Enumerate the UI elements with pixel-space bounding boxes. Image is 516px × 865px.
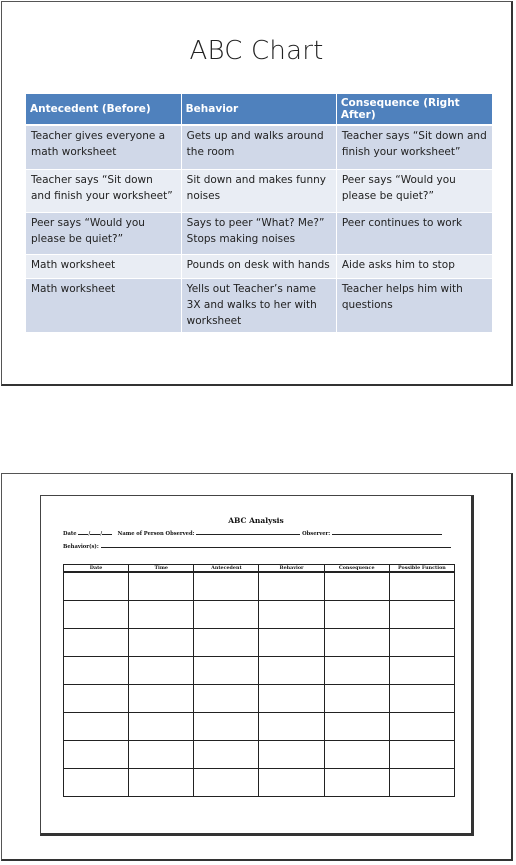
date-label: Date — [63, 531, 77, 537]
table-row — [26, 125, 492, 170]
abc-chart-table — [26, 94, 492, 333]
grid-cell[interactable] — [259, 572, 324, 601]
table-row — [26, 170, 492, 213]
col-time: Time — [129, 565, 194, 573]
person-observed-label: Name of Person Observed: — [117, 531, 195, 537]
table-row — [26, 213, 492, 255]
grid-cell[interactable] — [259, 713, 324, 741]
behavior-blank[interactable] — [101, 541, 451, 548]
grid-cell[interactable] — [389, 769, 454, 797]
grid-cell[interactable] — [129, 629, 194, 657]
behavior-cell: Sit down and makes funny noises — [181, 170, 336, 213]
slide-title: ABC Chart — [189, 36, 324, 66]
date-year-blank[interactable] — [102, 528, 112, 535]
grid-cell[interactable] — [129, 713, 194, 741]
date-day-blank[interactable] — [90, 528, 103, 537]
grid-cell[interactable] — [194, 741, 259, 769]
consequence-cell: Teacher helps him with questions — [336, 279, 492, 333]
grid-row — [64, 713, 455, 741]
grid-cell[interactable] — [324, 685, 389, 713]
col-date: Date — [64, 565, 129, 573]
grid-cell[interactable] — [389, 741, 454, 769]
grid-cell[interactable] — [194, 572, 259, 601]
antecedent-cell: Teacher gives everyone a math worksheet — [26, 125, 181, 170]
col-consequence: Consequence — [324, 565, 389, 573]
grid-row — [64, 657, 455, 685]
grid-cell[interactable] — [324, 572, 389, 601]
grid-row — [64, 572, 455, 601]
col-antecedent: Antecedent — [194, 565, 259, 573]
form-title: ABC Analysis — [228, 516, 284, 525]
grid-cell[interactable] — [64, 741, 129, 769]
table-header-row — [26, 94, 492, 125]
behavior-cell: Yells out Teacher’s name 3X and walks to her with worksheet — [181, 279, 336, 333]
grid-cell[interactable] — [389, 572, 454, 601]
behavior-label: Behavior(s): — [63, 544, 99, 550]
grid-cell[interactable] — [64, 769, 129, 797]
grid-cell[interactable] — [129, 741, 194, 769]
date-separator: / — [88, 531, 91, 537]
behavior-cell: Pounds on desk with hands — [181, 255, 336, 279]
behavior-cell: Gets up and walks around the room — [181, 125, 336, 170]
behavior-cell: Says to peer “What? Me?” Stops making noises — [181, 213, 336, 255]
observer-blank[interactable] — [332, 528, 442, 535]
grid-cell[interactable] — [129, 572, 194, 601]
consequence-cell: Teacher says “Sit down and finish your worksheet” — [336, 125, 492, 170]
date-separator: / — [100, 531, 103, 537]
header-antecedent: Antecedent (Before) — [26, 94, 181, 125]
grid-cell[interactable] — [194, 629, 259, 657]
grid-cell[interactable] — [194, 713, 259, 741]
grid-cell[interactable] — [389, 685, 454, 713]
grid-cell[interactable] — [259, 657, 324, 685]
grid-cell[interactable] — [324, 629, 389, 657]
consequence-cell: Peer says “Would you please be quiet?” — [336, 170, 492, 213]
grid-cell[interactable] — [64, 713, 129, 741]
header-behavior: Behavior — [181, 94, 336, 125]
grid-cell[interactable] — [324, 657, 389, 685]
grid-cell[interactable] — [324, 601, 389, 629]
antecedent-cell: Math worksheet — [26, 255, 181, 279]
grid-cell[interactable] — [259, 741, 324, 769]
grid-cell[interactable] — [259, 769, 324, 797]
grid-row — [64, 685, 455, 713]
antecedent-cell: Math worksheet — [26, 279, 181, 333]
grid-row — [64, 769, 455, 797]
analysis-grid — [63, 564, 455, 797]
grid-cell[interactable] — [324, 741, 389, 769]
grid-row — [64, 741, 455, 769]
abc-analysis-slide — [1, 473, 513, 861]
grid-cell[interactable] — [194, 601, 259, 629]
date-month-blank[interactable] — [78, 528, 91, 537]
grid-row — [64, 629, 455, 657]
consequence-cell: Peer continues to work — [336, 213, 492, 255]
antecedent-cell: Teacher says “Sit down and finish your worksheet” — [26, 170, 181, 213]
form-header-line — [63, 528, 442, 537]
grid-cell[interactable] — [64, 629, 129, 657]
grid-cell[interactable] — [64, 685, 129, 713]
col-possible-function: Possible Function — [389, 565, 454, 573]
behavior-line — [63, 541, 451, 550]
grid-cell[interactable] — [64, 657, 129, 685]
grid-cell[interactable] — [129, 657, 194, 685]
grid-cell[interactable] — [194, 685, 259, 713]
abc-analysis-form — [40, 495, 474, 836]
grid-cell[interactable] — [259, 601, 324, 629]
grid-cell[interactable] — [129, 769, 194, 797]
grid-cell[interactable] — [129, 601, 194, 629]
grid-cell[interactable] — [194, 657, 259, 685]
grid-cell[interactable] — [64, 572, 129, 601]
grid-row — [64, 601, 455, 629]
grid-cell[interactable] — [129, 685, 194, 713]
grid-cell[interactable] — [194, 769, 259, 797]
grid-cell[interactable] — [389, 629, 454, 657]
grid-cell[interactable] — [64, 601, 129, 629]
table-row — [26, 255, 492, 279]
grid-cell[interactable] — [324, 713, 389, 741]
grid-cell[interactable] — [389, 657, 454, 685]
grid-cell[interactable] — [324, 769, 389, 797]
grid-cell[interactable] — [389, 601, 454, 629]
table-row — [26, 279, 492, 333]
col-behavior: Behavior — [259, 565, 324, 573]
grid-cell[interactable] — [259, 629, 324, 657]
antecedent-cell: Peer says “Would you please be quiet?” — [26, 213, 181, 255]
grid-header-row — [64, 565, 455, 573]
header-consequence: Consequence (Right After) — [336, 94, 492, 125]
person-observed-blank[interactable] — [196, 528, 300, 535]
grid-cell[interactable] — [389, 713, 454, 741]
consequence-cell: Aide asks him to stop — [336, 255, 492, 279]
abc-chart-slide — [1, 1, 513, 386]
grid-body — [64, 572, 455, 797]
observer-label: Observer: — [302, 531, 331, 537]
grid-cell[interactable] — [259, 685, 324, 713]
